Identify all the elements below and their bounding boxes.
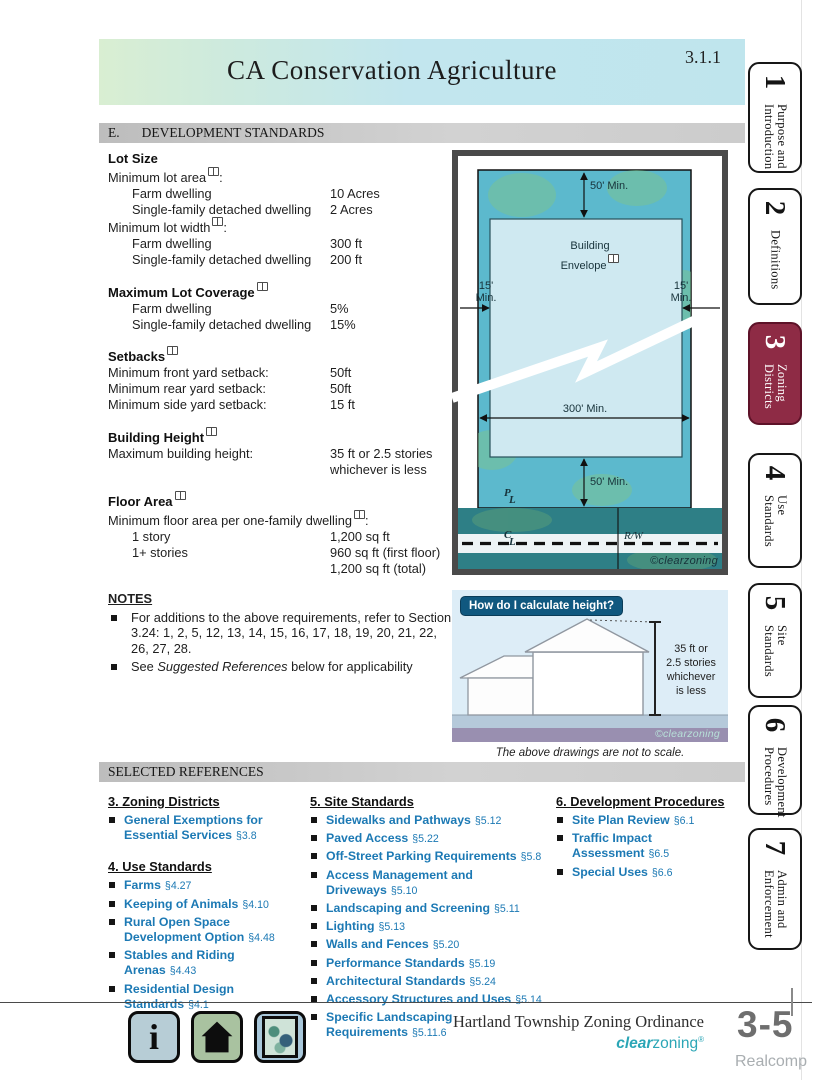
book-icon[interactable] bbox=[608, 254, 619, 263]
clearzoning-credit: ©clearzoning bbox=[650, 555, 718, 567]
square-bullet-icon bbox=[311, 905, 317, 911]
reference-link[interactable]: Access Management and Driveways §5.10 bbox=[310, 868, 550, 899]
building-height-section: Building Height Maximum building height: 35 ft or 2.5 stories whichever is less bbox=[108, 427, 454, 478]
lot-diagram bbox=[452, 150, 728, 575]
references-column-1 bbox=[108, 794, 304, 1028]
square-bullet-icon bbox=[311, 835, 317, 841]
table-row: 1+ stories 960 sq ft (first floor) bbox=[132, 544, 441, 560]
square-bullet-icon bbox=[109, 919, 115, 925]
book-icon[interactable] bbox=[167, 346, 178, 355]
building-height-heading: Building Height bbox=[108, 429, 205, 445]
table-row: Single-family detached dwelling 200 ft bbox=[132, 251, 363, 267]
square-bullet-icon bbox=[111, 615, 117, 621]
footer-divider bbox=[0, 1002, 812, 1003]
side-setback-right-label: 15' Min. bbox=[670, 280, 692, 304]
square-bullet-icon bbox=[311, 1014, 317, 1020]
square-bullet-icon bbox=[311, 941, 317, 947]
ref-group-heading: 5. Site Standards bbox=[310, 794, 414, 809]
info-button[interactable] bbox=[128, 1011, 180, 1063]
centerline-label: C L bbox=[504, 529, 516, 548]
height-limit-note: 35 ft or 2.5 stories whichever is less bbox=[666, 643, 716, 697]
coverage-heading: Maximum Lot Coverage bbox=[108, 284, 255, 300]
table-row: Single-family detached dwelling 2 Acres bbox=[132, 201, 373, 217]
lot-size-heading: Lot Size bbox=[108, 151, 158, 166]
floor-area-section: Floor Area Minimum floor area per one-family dwelling : 1 story 1,200 sq ft 1+ stories 960 sq ft (first floor) 1,200 sq ft (total) bbox=[108, 491, 454, 576]
reference-link[interactable]: Rural Open Space Development Option §4.48 bbox=[108, 915, 304, 946]
reference-link[interactable]: Landscaping and Screening §5.11 bbox=[310, 901, 550, 917]
square-bullet-icon bbox=[557, 835, 563, 841]
notes-heading: NOTES bbox=[108, 590, 153, 606]
development-standards-bar bbox=[99, 123, 745, 143]
not-to-scale-caption: The above drawings are not to scale. bbox=[495, 747, 685, 759]
section-number: 3.1.1 bbox=[685, 47, 721, 67]
table-row: Maximum building height: 35 ft or 2.5 stories bbox=[108, 445, 433, 461]
ref-group-heading: 3. Zoning Districts bbox=[108, 794, 220, 809]
table-row: Farm dwelling 300 ft bbox=[132, 236, 363, 252]
floor-area-intro: Minimum floor area per one-family dwelling bbox=[108, 513, 352, 529]
min-lot-width-label: Minimum lot width bbox=[108, 220, 211, 236]
side-setback-left-label: 15' Min. bbox=[475, 280, 497, 304]
reference-link[interactable]: Special Uses §6.6 bbox=[556, 865, 742, 881]
home-button[interactable] bbox=[191, 1011, 243, 1063]
table-row: 1 story 1,200 sq ft bbox=[132, 529, 390, 545]
table-row: Farm dwelling 5% bbox=[132, 300, 349, 316]
lot-width-label: 300' Min. bbox=[562, 403, 608, 415]
book-icon[interactable] bbox=[175, 491, 186, 500]
reference-link[interactable]: Sidewalks and Pathways §5.12 bbox=[310, 813, 550, 829]
sidebar-tab-admin-enforcement[interactable]: 7 Admin and Enforcement bbox=[748, 828, 802, 950]
floor-area-heading: Floor Area bbox=[108, 494, 173, 510]
reference-link[interactable]: Paved Access §5.22 bbox=[310, 831, 550, 847]
ref-group-heading: 4. Use Standards bbox=[108, 859, 212, 875]
height-diagram bbox=[452, 590, 728, 742]
note-item: For additions to the above requirements, refer to Section 3.24: 1, 2, 5, 12, 13, 14, 15, 16, 17, 18, 19, 20, 21, 22, 26, 27, 28. bbox=[108, 610, 452, 657]
square-bullet-icon bbox=[557, 869, 563, 875]
sidebar-tab-purpose-introduction[interactable]: 1 Purpose and Introduction bbox=[748, 62, 802, 173]
square-bullet-icon bbox=[109, 882, 115, 888]
square-bullet-icon bbox=[109, 901, 115, 907]
table-row: Minimum side yard setback: 15 ft bbox=[108, 396, 355, 412]
lot-diagram-graphic bbox=[452, 150, 728, 575]
realcomp-watermark: Realcomp bbox=[735, 1053, 808, 1070]
reference-link[interactable]: Performance Standards §5.19 bbox=[310, 956, 550, 972]
home-icon bbox=[197, 1017, 237, 1057]
reference-link[interactable]: General Exemptions for Essential Services §3.8 bbox=[108, 813, 304, 844]
references-column-3 bbox=[556, 794, 742, 896]
square-bullet-icon bbox=[109, 986, 115, 992]
clearzoning-credit: ©clearzoning bbox=[654, 728, 720, 740]
square-bullet-icon bbox=[311, 872, 317, 878]
square-bullet-icon bbox=[557, 817, 563, 823]
footer-text-block bbox=[420, 1012, 704, 1053]
book-icon[interactable] bbox=[212, 217, 223, 226]
selected-references-bar: SELECTED REFERENCES bbox=[99, 762, 745, 782]
table-row: Farm dwelling 10 Acres bbox=[132, 185, 380, 201]
square-bullet-icon bbox=[311, 923, 317, 929]
page-title: CA Conservation Agriculture bbox=[227, 55, 557, 85]
lot-coverage-section bbox=[108, 282, 454, 333]
clearzoning-logo: clearzoning® bbox=[616, 1035, 704, 1053]
sidebar-tab-definitions[interactable]: 2 Definitions bbox=[748, 188, 802, 305]
building-envelope-label: Building Envelope bbox=[515, 238, 665, 274]
sidebar-tab-site-standards[interactable]: 5 Site Standards bbox=[748, 583, 802, 698]
square-bullet-icon bbox=[109, 817, 115, 823]
ordinance-title: Hartland Township Zoning Ordinance bbox=[452, 1012, 704, 1031]
reference-link[interactable]: Walls and Fences §5.20 bbox=[310, 937, 550, 953]
square-bullet-icon bbox=[311, 978, 317, 984]
reference-link[interactable]: Architectural Standards §5.24 bbox=[310, 974, 550, 990]
reference-link[interactable]: Residential Design Standards §4.1 bbox=[108, 982, 304, 1013]
photo-icon bbox=[262, 1016, 298, 1058]
page-header bbox=[99, 39, 745, 105]
book-icon[interactable] bbox=[257, 282, 268, 291]
book-icon[interactable] bbox=[354, 510, 365, 519]
photo-button[interactable] bbox=[254, 1011, 306, 1063]
setbacks-section bbox=[108, 346, 454, 412]
property-line-label: P L bbox=[504, 487, 516, 506]
reference-link[interactable]: Accessory Structures and Uses §5.14 bbox=[310, 992, 550, 1008]
right-of-way-label: R/W bbox=[624, 530, 643, 542]
reference-link[interactable]: Farms §4.27 bbox=[108, 878, 304, 894]
reference-link[interactable]: Keeping of Animals §4.10 bbox=[108, 897, 304, 913]
reference-link[interactable]: Specific Landscaping Requirements §5.11.6 bbox=[310, 1010, 550, 1041]
reference-link[interactable]: Lighting §5.13 bbox=[310, 919, 550, 935]
subsection-letter: E. bbox=[108, 125, 120, 140]
height-question-badge: How do I calculate height? bbox=[460, 596, 623, 616]
table-row: Minimum front yard setback: 50ft bbox=[108, 365, 352, 381]
square-bullet-icon bbox=[109, 952, 115, 958]
table-row: Single-family detached dwelling 15% bbox=[132, 316, 356, 332]
ref-group-heading: 6. Development Procedures bbox=[556, 794, 725, 809]
table-row: Minimum rear yard setback: 50ft bbox=[108, 381, 352, 397]
sidebar-tab-zoning-districts[interactable]: 3 Zoning Districts bbox=[748, 322, 802, 425]
square-bullet-icon bbox=[311, 817, 317, 823]
reference-link[interactable]: Stables and Riding Arenas §4.43 bbox=[108, 948, 304, 979]
reference-link[interactable]: Traffic Impact Assessment §6.5 bbox=[556, 831, 742, 862]
square-bullet-icon bbox=[311, 853, 317, 859]
reference-link[interactable]: Off-Street Parking Requirements §5.8 bbox=[310, 849, 550, 865]
sidebar-tab-development-procedures[interactable]: 6 Development Procedures bbox=[748, 705, 802, 815]
footer-icon-buttons bbox=[128, 1011, 306, 1063]
book-icon[interactable] bbox=[206, 427, 217, 436]
page-number: 3-5 bbox=[737, 1004, 794, 1045]
notes-section bbox=[108, 591, 454, 675]
square-bullet-icon bbox=[111, 664, 117, 670]
setbacks-heading: Setbacks bbox=[108, 349, 166, 365]
standards-column bbox=[108, 151, 454, 678]
lot-size-section: Lot Size Minimum lot area : Farm dwelling 10 Acres Single-family detached dwelling 2 Acres Minimum lot width : Farm dwelling 300 ft Single-family detached dwelling 200 ft bbox=[108, 151, 454, 268]
rear-setback-label: 50' Min. bbox=[590, 180, 629, 192]
min-lot-area-label: Minimum lot area bbox=[108, 170, 207, 185]
sidebar-tab-use-standards[interactable]: 4 Use Standards bbox=[748, 453, 802, 568]
info-icon: i bbox=[148, 1017, 159, 1057]
note-item: See Suggested References below for applicability bbox=[108, 659, 452, 675]
subsection-title: DEVELOPMENT STANDARDS bbox=[141, 125, 325, 140]
reference-link[interactable]: Site Plan Review §6.1 bbox=[556, 813, 742, 829]
square-bullet-icon bbox=[311, 960, 317, 966]
book-icon[interactable] bbox=[208, 167, 219, 176]
front-setback-label: 50' Min. bbox=[590, 476, 629, 488]
